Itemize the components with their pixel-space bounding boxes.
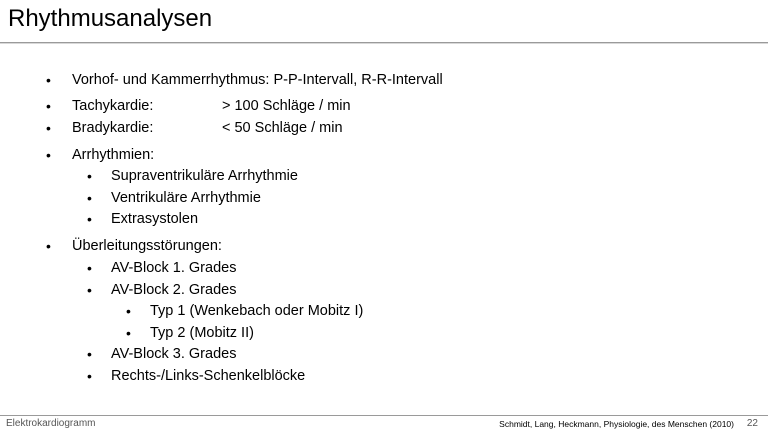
bullet-marker: • <box>87 168 92 184</box>
bullet-marker: • <box>87 190 92 206</box>
footer-divider <box>0 415 768 416</box>
bullet-arrhythmien: Arrhythmien: <box>72 147 155 163</box>
bradykardie-value: < 50 Schläge / min <box>222 120 343 136</box>
bullet-rhythm: Vorhof- und Kammerrhythmus: P-P-Intervall, R-R-Intervall <box>72 72 443 88</box>
subsubbullet-typ-2: Typ 2 (Mobitz II) <box>150 325 254 341</box>
bullet-marker: • <box>87 282 92 298</box>
slide-title: Rhythmusanalysen <box>8 5 213 32</box>
subbullet-schenkelbloecke: Rechts-/Links-Schenkelblöcke <box>111 368 306 384</box>
subbullet-av-block-2: AV-Block 2. Grades <box>111 282 237 298</box>
footer-section-label: Elektrokardiogramm <box>6 418 96 429</box>
subsubbullet-typ-1: Typ 1 (Wenkebach oder Mobitz I) <box>150 303 364 319</box>
bullet-marker: • <box>126 325 131 341</box>
page-number: 22 <box>746 418 758 429</box>
tachykardie-value: > 100 Schläge / min <box>222 98 351 114</box>
bullet-marker: • <box>87 346 92 362</box>
subbullet-extrasystolen: Extrasystolen <box>111 211 199 227</box>
bullet-marker: • <box>87 368 92 384</box>
bullet-bradykardie: Bradykardie: <box>72 120 154 136</box>
bullet-marker: • <box>46 72 51 88</box>
bullet-marker: • <box>46 147 51 163</box>
footer-source: Schmidt, Lang, Heckmann, Physiologie, des Menschen (2010) <box>499 419 734 429</box>
bullet-marker: • <box>46 98 51 114</box>
bullet-tachykardie: Tachykardie: <box>72 98 154 114</box>
subbullet-ventrikulaer: Ventrikuläre Arrhythmie <box>111 190 261 206</box>
subbullet-av-block-1: AV-Block 1. Grades <box>111 260 237 276</box>
subbullet-supraventrikulaer: Supraventrikuläre Arrhythmie <box>111 168 298 184</box>
bullet-marker: • <box>126 303 131 319</box>
bullet-marker: • <box>46 120 51 136</box>
bullet-marker: • <box>87 211 92 227</box>
bullet-marker: • <box>46 238 51 254</box>
bullet-marker: • <box>87 260 92 276</box>
bullet-ueberleitungsstoerungen: Überleitungsstörungen: <box>72 238 222 254</box>
subbullet-av-block-3: AV-Block 3. Grades <box>111 346 237 362</box>
